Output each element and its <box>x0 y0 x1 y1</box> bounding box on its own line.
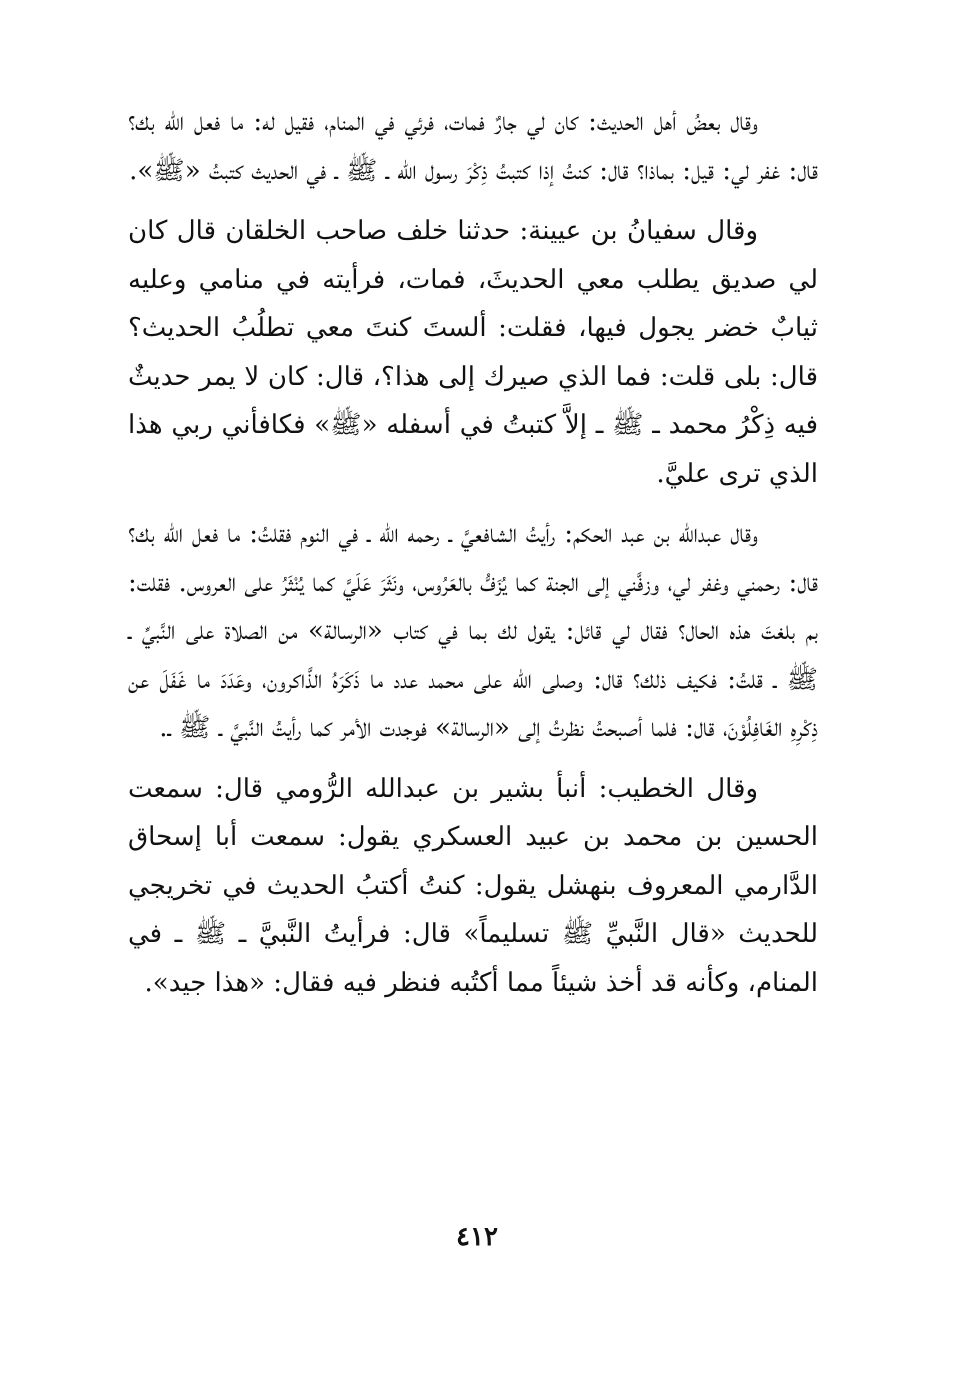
paragraph-4: وقال الخطيب: أنبأ بشير بن عبدالله الرُّومي قال: سمعت الحسين بن محمد بن عبيد العسكري يقول: سمعت أبا إسحاق الدَّارمي المعروف بنهشل يقول: كنتُ أكتبُ الحديث في تخريجي للحديث «قال النَّبيِّ ﷺ تسليماً» قال: فرأيتُ النَّبيَّ ـ ﷺ ـ في المنام، وكأنه قد أخذ شيئاً مما أكتُبه فنظر فيه فقال: «هذا جيد». <box>128 773 818 998</box>
page-number: ٤١٢ <box>456 1222 498 1252</box>
paragraph-3: وقال عبدالله بن عبد الحكم: رأيتُ الشافعيَّ ـ رحمه الله ـ في النوم فقلتُ: ما فعل الله بك؟ قال: رحمني وغفر لي، وزفَّني إلى الجنة كما يُزَفُّ بالعَرُوس، ونَثَرَ عَلَيَّ كما يُنْثَرُ على العروس. فقلت: بم بلغتَ هذه الحال؟ فقال لي قائل: يقول لك بما في كتاب «الرسالة» من الصلاة على النَّبيِّ ـ ﷺ ـ قلتُ: فكيف ذلك؟ قال: وصلى الله على محمد عدد ما ذَكَرَهُ الذَّاكرون، وعَدَدَ ما غَفَلَ عن ذِكْرِهِ الغَافِلُوْنَ، قال: فلما أصبحتُ نظرتُ إلى «الرسالة» فوجدت الأمر كما رأيتُ النَّبيَّ ـ ﷺ ـ. <box>128 519 818 743</box>
body-text <box>128 98 818 1019</box>
paragraph-1: وقال بعضُ أهل الحديث: كان لي جارٌ فمات، فرئي في المنام، فقيل له: ما فعل الله بك؟ قال: غفر لي: قيل: بماذا؟ قال: كنتُ إذا كتبتُ ذِكْرَ رسول الله ـ ﷺ ـ في الحديث كتبتُ «ﷺ». <box>128 107 818 186</box>
paragraph-2: وقال سفيانُ بن عيينة: حدثنا خلف صاحب الخلقان قال كان لي صديق يطلب معي الحديثَ، فمات، فرأيته في منامي وعليه ثيابٌ خضر يجول فيها، فقلت: ألستَ كنتَ معي تطلُبُ الحديث؟ قال: بلى قلت: فما الذي صيرك إلى هذا؟، قال: كان لا يمر حديثٌ فيه ذِكْرُ محمد ـ ﷺ ـ إلاَّ كتبتُ في أسفله «ﷺ» فكافأني ربي هذا الذي ترى عليَّ. <box>128 216 818 489</box>
